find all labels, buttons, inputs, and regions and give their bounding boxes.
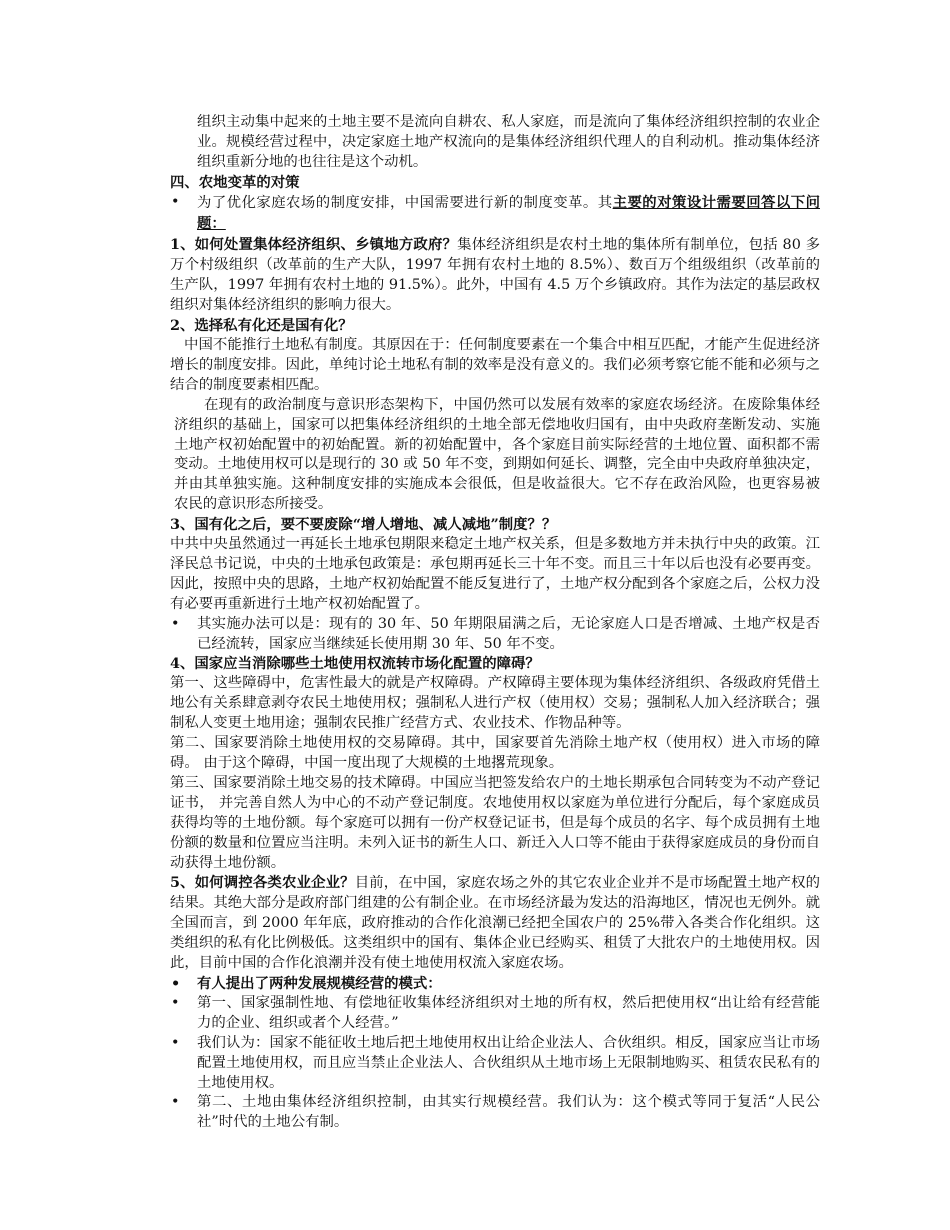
question-5-paragraph [170,873,820,974]
bullet-item-4 [170,994,820,1034]
bullet-3-text: 有人提出了两种发展规模经营的模式： [197,974,442,992]
bullet-5-text: 我们认为：国家不能征收土地后把土地使用权出让给企业法人、合伙组织。相反，国家应当让市场配置土地使用权，而且应当禁止企业法人、合伙组织从土地市场上无限制地购买、租赁农民私有的土地使用权。 [197,1034,820,1091]
bullet-item-1 [170,193,820,235]
bullet-icon: • [171,994,180,1011]
question-4-paragraph-2: 第二、国家要消除土地使用权的交易障碍。其中，国家要首先消除土地产权（使用权）进入市场的障碍。 由于这个障碍，中国一度出现了大规模的土地撂荒现象。 [170,735,820,771]
question-2-paragraph-1: 中国不能推行土地私有制度。其原因在于：任何制度要素在一个集合中相互匹配，才能产生促进经济增长的制度安排。因此，单纯讨论土地私有制的效率是没有意义的。我们必须考察它能不能和必须与之结合的制度要素相匹配。 [170,336,820,393]
bullet-item-5 [170,1034,820,1094]
question-4-paragraph-3: 第三、国家要消除土地交易的技术障碍。中国应当把签发给农户的土地长期承包合同转变为不动产登记证书， 并完善自然人为中心的不动产登记制度。农地使用权以家庭为单位进行分配后，每个家庭成员获得均等的土地份额。每个家庭可以拥有一份产权登记证书，但是每个成员的名字、每个成员拥有土地份额的数量和位置应当注明。未列入证书的新生人口、新迁入人口等不能由于获得家庭成员的身份而自动获得土地份额。 [170,774,820,871]
bullet-6-text: 第二、土地由集体经济组织控制，由其实行规模经营。我们认为：这个模式等同于复活“人民公社”时代的土地公有制。 [197,1094,820,1131]
question-5-heading: 5、如何调控各类农业企业？ [170,874,355,892]
bullet-icon: • [171,1094,180,1111]
section-heading-4: 四、农地变革的对策 [170,173,300,191]
question-2-heading: 2、选择私有化还是国有化？ [170,317,353,335]
question-1-paragraph [170,235,820,316]
bullet-item-2 [170,615,820,655]
question-4-paragraph-1: 第一、这些障碍中，危害性最大的就是产权障碍。产权障碍主要体现为集体经济组织、各级政府凭借土地公有关系肆意剥夺农民土地使用权；强制私人进行产权（使用权）交易；强制私人加入经济联合；强制私人变更土地用途；强制农民推广经营方式、农业技术、作物品种等。 [170,675,820,732]
paragraph-intro: 组织主动集中起来的土地主要不是流向自耕农、私人家庭，而是流向了集体经济组织控制的农业企业。规模经营过程中，决定家庭土地产权流向的是集体经济组织代理人的自利动机。推动集体经济组织重新分地的也往往是这个动机。 [197,114,820,170]
question-1-text: 集体经济组织是农村土地的集体所有制单位，包括 80 多万个村级组织（改革前的生产大队，1997 年拥有农村土地的 8.5%）、数百万个组级组织（改革前的生产队，1997 年拥有农村土地的 91.5%）。此外，中国有 4.5 万个乡镇政府。其作为法定的基层政权组织对集体经济组织的影响力很大。 [170,237,820,314]
bullet-4-text: 第一、国家强制性地、有偿地征收集体经济组织对土地的所有权，然后把使用权“出让给有经营能力的企业、组织或者个人经营。” [197,994,820,1031]
bullet-item-3 [170,974,820,994]
bullet-2-text: 其实施办法可以是：现有的 30 年、50 年期限届满之后，无论家庭人口是否增减、土地产权是否已经流转，国家应当继续延长使用期 30 年、50 年不变。 [197,615,820,652]
bullet-icon: • [171,974,181,992]
bullet-icon: • [171,193,180,210]
question-3-heading: 3、国有化之后，要不要废除“增人增地、减人减地”制度？？ [170,516,557,534]
document-body [170,113,820,1133]
question-4-heading: 4、国家应当消除哪些土地使用权流转市场化配置的障碍？ [170,655,540,673]
bullet-1-text: 为了优化家庭农场的制度安排，中国需要进行新的制度变革。其 [197,194,613,211]
question-5-text: 目前，在中国，家庭农场之外的其它农业企业并不是市场配置土地产权的结果。其绝大部分是政府部门组建的公有制企业。在市场经济最为发达的沿海地区，情况也无例外。就全国而言，到 2000 年年底，政府推动的合作化浪潮已经把全国农户的 25%带入各类合作化组织。这类组织的私有化比例极低。这类组织中的国有、集体企业已经购买、租赁了大批农户的土地使用权。因此，目前中国的合作化浪潮并没有使土地使用权流入家庭农场。 [170,875,820,972]
bullet-1-emphasis: 主要的对策设计需要回答以下问题： [197,193,820,232]
bullet-icon: • [171,615,180,632]
question-1-heading: 1、如何处置集体经济组织、乡镇地方政府？ [170,236,458,254]
question-3-paragraph: 中共中央虽然通过一再延长土地承包期限来稳定土地产权关系，但是多数地方并未执行中央的政策。江泽民总书记说，中央的土地承包政策是：承包期再延长三十年不变。而且三十年以后也没有必要再变。因此，按照中央的思路，土地产权初始配置不能反复进行了，土地产权分配到各个家庭之后，公权力没有必要再重新进行土地产权初始配置了。 [170,536,820,612]
question-2-paragraph-2: 在现有的政治制度与意识形态架构下，中国仍然可以发展有效率的家庭农场经济。在废除集体经济组织的基础上，国家可以把集体经济组织的土地全部无偿地收归国有，由中央政府垄断发动、实施土地产权初始配置中的初始配置。新的初始配置中，各个家庭目前实际经营的土地位置、面积都不需变动。土地使用权可以是现行的 30 或 50 年不变，到期如何延长、调整，完全由中央政府单独决定，并由其单独实施。这种制度安排的实施成本会很低，但是收益很大。它不存在政治风险，也更容易被农民的意识形态所接受。 [174,396,820,513]
bullet-item-6 [170,1093,820,1133]
bullet-icon: • [171,1034,180,1051]
